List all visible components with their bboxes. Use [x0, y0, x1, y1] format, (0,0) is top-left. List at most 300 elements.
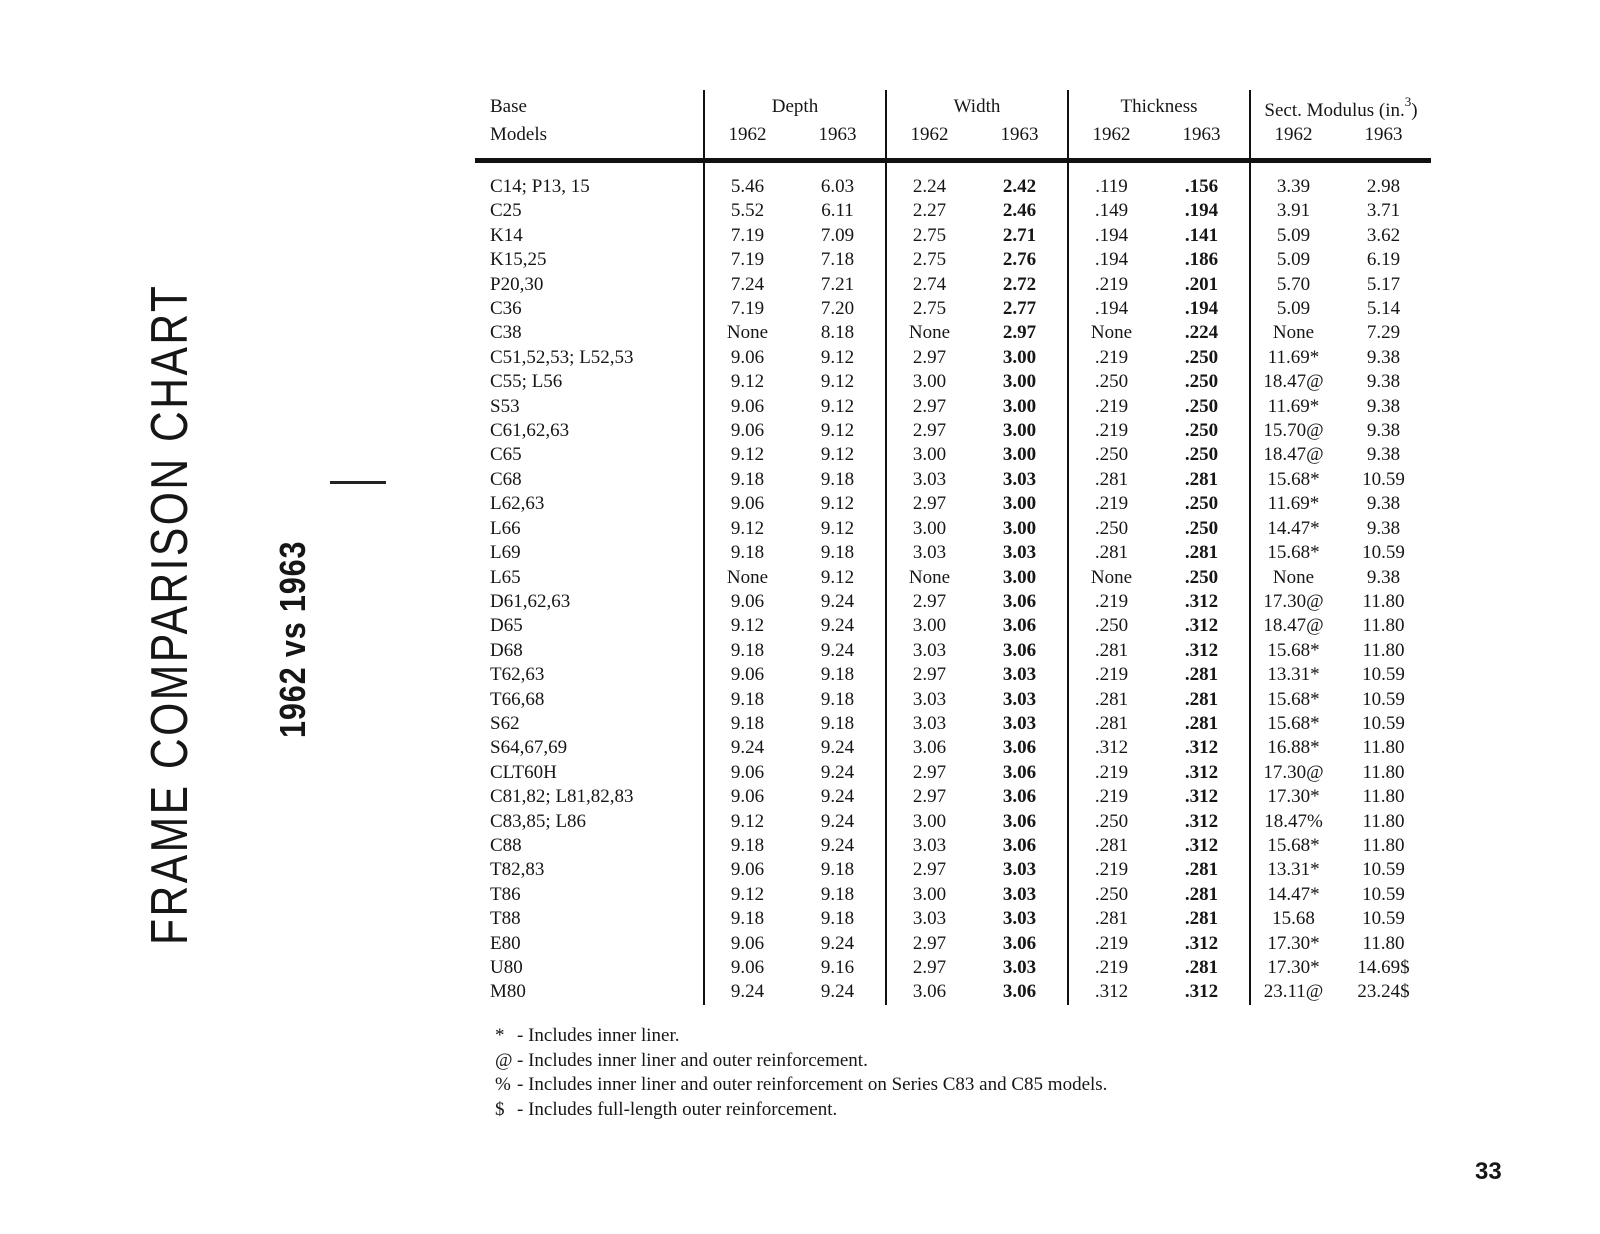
- cell-model: C25: [490, 200, 522, 222]
- footnote-symbol: %: [495, 1074, 511, 1095]
- cell-depth-1963: 9.24: [820, 737, 855, 759]
- cell-depth-1962: 9.24: [704, 736, 790, 760]
- cell-width-1962: 2.97: [886, 590, 972, 614]
- table-row: [475, 614, 1431, 638]
- cell-depth-1962: 7.19: [704, 248, 790, 272]
- cell-width-1962: 2.97: [886, 858, 972, 882]
- cell-depth-1962: 9.12: [704, 370, 790, 394]
- cell-thickness-1963: .194: [1184, 298, 1219, 320]
- cell-modulus-1963: 11.80: [1362, 590, 1405, 612]
- cell-thickness-1962: .194: [1068, 297, 1154, 321]
- cell-model: P20,30: [490, 273, 544, 295]
- table-row: [475, 810, 1431, 834]
- cell-modulus-1963: 11.80: [1362, 834, 1405, 856]
- footnote-symbol: $: [495, 1098, 505, 1120]
- cell-width-1963: 3.00: [1002, 444, 1037, 466]
- cell-model: C14; P13, 15: [490, 176, 590, 197]
- cell-modulus-1962: 15.68*: [1250, 688, 1336, 712]
- table-row: [475, 956, 1431, 980]
- cell-thickness-1963: .250: [1184, 420, 1219, 442]
- cell-modulus-1963: 5.14: [1366, 298, 1401, 320]
- cell-model: D61,62,63: [490, 590, 571, 612]
- cell-thickness-1962: .219: [1068, 761, 1154, 785]
- cell-depth-1962: 9.06: [704, 590, 790, 614]
- header-modulus-1963: 1963: [1364, 124, 1403, 145]
- cell-modulus-1962: 17.30*: [1250, 932, 1336, 956]
- table-row: [475, 736, 1431, 760]
- cell-thickness-1963: .312: [1184, 761, 1219, 783]
- cell-width-1962: 3.03: [886, 834, 972, 858]
- cell-model: C38: [490, 322, 522, 344]
- cell-modulus-1962: 15.68*: [1250, 712, 1336, 736]
- cell-modulus-1963: 10.59: [1362, 468, 1405, 490]
- cell-depth-1962: 9.06: [704, 932, 790, 956]
- cell-thickness-1963: .312: [1184, 737, 1219, 759]
- cell-width-1962: 2.97: [886, 956, 972, 980]
- cell-modulus-1962: 18.47@: [1250, 443, 1336, 467]
- table-row: [475, 980, 1431, 1004]
- cell-model: L65: [490, 566, 521, 588]
- cell-thickness-1962: .219: [1068, 932, 1154, 956]
- table-row: [475, 492, 1431, 516]
- cell-model: C61,62,63: [490, 420, 570, 442]
- cell-width-1962: 2.97: [886, 663, 972, 687]
- cell-width-1962: 3.00: [886, 443, 972, 467]
- cell-modulus-1963: 9.38: [1366, 493, 1401, 515]
- cell-width-1963: 3.00: [1002, 493, 1037, 515]
- cell-width-1963: 3.06: [1002, 810, 1037, 832]
- table-row: [475, 468, 1431, 492]
- cell-modulus-1963: 11.80: [1362, 810, 1405, 832]
- cell-depth-1963: 9.18: [820, 468, 855, 490]
- header-sect-modulus: [1250, 90, 1431, 123]
- cell-modulus-1963: 11.80: [1362, 932, 1405, 954]
- cell-thickness-1963: .281: [1184, 712, 1219, 734]
- cell-width-1962: 3.03: [886, 468, 972, 492]
- cell-depth-1962: 9.12: [704, 443, 790, 467]
- cell-thickness-1962: .250: [1068, 370, 1154, 394]
- cell-model: T82,83: [490, 859, 545, 881]
- table-row: [475, 566, 1431, 590]
- cell-modulus-1963: 11.80: [1362, 615, 1405, 637]
- cell-modulus-1962: 17.30@: [1250, 590, 1336, 614]
- cell-thickness-1962: .281: [1068, 468, 1154, 492]
- page-subtitle: 1962 vs 1963: [272, 540, 313, 738]
- cell-thickness-1963: .156: [1184, 176, 1219, 197]
- cell-modulus-1963: 14.69$: [1357, 957, 1410, 978]
- cell-depth-1963: 9.24: [820, 639, 855, 661]
- header-modulus-1962: 1962: [1250, 123, 1336, 158]
- cell-width-1962: 3.00: [886, 370, 972, 394]
- cell-width-1962: 3.00: [886, 614, 972, 638]
- cell-thickness-1962: .312: [1068, 980, 1154, 1004]
- cell-width-1963: 2.76: [1002, 249, 1037, 271]
- cell-model: C83,85; L86: [490, 810, 587, 832]
- header-base: Base: [490, 95, 527, 117]
- table-row: [475, 297, 1431, 321]
- cell-modulus-1962: 16.88*: [1250, 736, 1336, 760]
- cell-depth-1962: 9.12: [704, 810, 790, 834]
- cell-thickness-1963: .250: [1184, 371, 1219, 393]
- cell-thickness-1963: .281: [1184, 542, 1219, 564]
- cell-width-1963: 3.03: [1002, 664, 1037, 686]
- cell-depth-1963: 7.21: [820, 273, 855, 295]
- cell-modulus-1963: 9.38: [1366, 566, 1401, 588]
- cell-depth-1963: 7.18: [820, 249, 855, 271]
- table-row: [475, 639, 1431, 663]
- table-row: [475, 663, 1431, 687]
- cell-depth-1962: 9.18: [704, 541, 790, 565]
- cell-depth-1962: 9.06: [704, 492, 790, 516]
- cell-depth-1963: 9.24: [820, 786, 855, 808]
- cell-model: U80: [490, 957, 523, 978]
- cell-thickness-1962: .281: [1068, 541, 1154, 565]
- cell-thickness-1962: .281: [1068, 834, 1154, 858]
- cell-depth-1963: 9.24: [820, 932, 855, 954]
- header-thickness: Thickness: [1068, 90, 1250, 123]
- cell-width-1963: 3.03: [1002, 542, 1037, 564]
- cell-modulus-1963: 11.80: [1362, 639, 1405, 661]
- cell-width-1963: 3.06: [1002, 761, 1037, 783]
- cell-width-1963: 3.06: [1002, 639, 1037, 661]
- cell-modulus-1962: 14.47*: [1250, 517, 1336, 541]
- header-depth-1963: 1963: [818, 124, 857, 145]
- cell-depth-1962: 7.19: [704, 297, 790, 321]
- cell-depth-1962: 9.12: [704, 883, 790, 907]
- cell-thickness-1962: .250: [1068, 517, 1154, 541]
- cell-model: D68: [490, 639, 523, 661]
- cell-thickness-1963: .186: [1184, 249, 1219, 271]
- cell-thickness-1962: .312: [1068, 736, 1154, 760]
- cell-modulus-1963: 10.59: [1362, 664, 1405, 686]
- cell-modulus-1963: 5.17: [1366, 273, 1401, 295]
- page-title: FRAME COMPARISON CHART: [141, 283, 199, 945]
- cell-thickness-1962: .219: [1068, 785, 1154, 809]
- cell-depth-1962: 9.06: [704, 785, 790, 809]
- cell-modulus-1963: 6.19: [1366, 249, 1401, 271]
- cell-width-1963: 3.06: [1002, 786, 1037, 808]
- cell-width-1962: 3.03: [886, 712, 972, 736]
- cell-modulus-1962: 23.11@: [1250, 980, 1336, 1004]
- cell-depth-1963: 7.20: [820, 298, 855, 320]
- cell-thickness-1963: .141: [1184, 224, 1219, 246]
- cell-modulus-1962: 5.09: [1250, 297, 1336, 321]
- table-row: [475, 761, 1431, 785]
- cell-depth-1963: 9.18: [820, 883, 855, 905]
- table-row: [475, 907, 1431, 931]
- cell-modulus-1962: 15.68: [1250, 907, 1336, 931]
- frame-comparison-table-container: [475, 90, 1485, 1005]
- cell-thickness-1962: None: [1068, 566, 1154, 590]
- footnote-text: - Includes inner liner and outer reinforcement.: [517, 1049, 868, 1071]
- cell-depth-1962: 9.18: [704, 907, 790, 931]
- cell-width-1963: 2.71: [1002, 224, 1037, 246]
- cell-model: K15,25: [490, 249, 547, 271]
- cell-thickness-1963: .250: [1184, 395, 1219, 417]
- cell-thickness-1962: .219: [1068, 590, 1154, 614]
- cell-modulus-1963: 10.59: [1362, 712, 1405, 734]
- cell-width-1963: 3.06: [1002, 737, 1037, 759]
- sect-modulus-label: Sect. Modulus (in.: [1264, 100, 1405, 121]
- cell-modulus-1962: None: [1250, 321, 1336, 345]
- cell-width-1963: 2.46: [1002, 200, 1037, 222]
- table-row: [475, 395, 1431, 419]
- table-row: [475, 419, 1431, 443]
- cell-thickness-1962: .281: [1068, 688, 1154, 712]
- cell-thickness-1963: .250: [1184, 566, 1219, 588]
- cell-depth-1963: 9.24: [820, 810, 855, 832]
- cell-width-1962: 2.97: [886, 346, 972, 370]
- cell-thickness-1962: .194: [1068, 248, 1154, 272]
- cell-thickness-1963: .281: [1184, 883, 1219, 905]
- cell-thickness-1963: .250: [1184, 444, 1219, 466]
- cell-model: E80: [490, 932, 521, 954]
- cell-depth-1963: 9.12: [820, 346, 855, 368]
- cell-modulus-1962: 15.68*: [1250, 639, 1336, 663]
- cell-width-1963: 3.00: [1002, 566, 1037, 588]
- cell-modulus-1962: 13.31*: [1250, 663, 1336, 687]
- cell-width-1962: 3.03: [886, 907, 972, 931]
- cell-modulus-1962: 13.31*: [1250, 858, 1336, 882]
- cell-modulus-1962: 3.39: [1250, 163, 1336, 199]
- cell-width-1963: 3.06: [1002, 932, 1037, 954]
- cell-depth-1963: 9.24: [820, 761, 855, 783]
- cell-modulus-1963: 2.98: [1366, 176, 1401, 197]
- cell-thickness-1963: .281: [1184, 664, 1219, 686]
- table-row: [475, 163, 1431, 199]
- cell-width-1962: 2.97: [886, 395, 972, 419]
- cell-thickness-1962: .219: [1068, 395, 1154, 419]
- table-row: [475, 590, 1431, 614]
- cell-depth-1962: 9.12: [704, 517, 790, 541]
- cell-thickness-1962: .219: [1068, 956, 1154, 980]
- table-row: [475, 517, 1431, 541]
- cell-width-1963: 3.06: [1002, 981, 1037, 1003]
- cell-depth-1962: 9.06: [704, 419, 790, 443]
- cell-width-1963: 3.00: [1002, 395, 1037, 417]
- cell-depth-1962: None: [704, 566, 790, 590]
- cell-model: C51,52,53; L52,53: [490, 346, 634, 368]
- table-row: [475, 321, 1431, 345]
- cell-modulus-1962: 15.68*: [1250, 541, 1336, 565]
- table-row: [475, 273, 1431, 297]
- cell-depth-1963: 9.12: [820, 395, 855, 417]
- cell-modulus-1962: 15.68*: [1250, 468, 1336, 492]
- cell-model: C81,82; L81,82,83: [490, 786, 634, 808]
- table-body: [475, 163, 1431, 1005]
- cell-width-1963: 3.06: [1002, 834, 1037, 856]
- cell-modulus-1963: 3.62: [1366, 224, 1401, 246]
- cell-model: CLT60H: [490, 761, 557, 783]
- cell-width-1962: 3.00: [886, 517, 972, 541]
- cell-modulus-1963: 3.71: [1366, 200, 1401, 222]
- cell-thickness-1962: .250: [1068, 443, 1154, 467]
- cell-depth-1962: 9.18: [704, 468, 790, 492]
- cell-model: L66: [490, 517, 521, 539]
- cell-thickness-1963: .312: [1184, 590, 1219, 612]
- cell-thickness-1962: .250: [1068, 614, 1154, 638]
- cell-width-1963: 3.03: [1002, 957, 1037, 978]
- cell-depth-1962: 9.06: [704, 761, 790, 785]
- cell-width-1962: 3.06: [886, 980, 972, 1004]
- cell-width-1962: 3.00: [886, 883, 972, 907]
- cell-thickness-1963: .224: [1184, 322, 1219, 344]
- cell-thickness-1962: .250: [1068, 810, 1154, 834]
- page-number: 33: [1475, 1158, 1502, 1185]
- cell-depth-1963: 9.18: [820, 688, 855, 710]
- cell-width-1963: 3.00: [1002, 420, 1037, 442]
- cell-modulus-1962: 18.47%: [1250, 810, 1336, 834]
- cell-modulus-1963: 9.38: [1366, 395, 1401, 417]
- cell-width-1963: 3.00: [1002, 517, 1037, 539]
- cell-model: D65: [490, 615, 523, 637]
- cell-modulus-1963: 9.38: [1366, 371, 1401, 393]
- cell-thickness-1963: .281: [1184, 908, 1219, 930]
- cell-depth-1962: 9.18: [704, 712, 790, 736]
- cell-width-1962: 3.03: [886, 541, 972, 565]
- cell-width-1962: 2.97: [886, 761, 972, 785]
- cell-width-1962: None: [886, 566, 972, 590]
- cell-depth-1963: 9.16: [820, 957, 855, 978]
- cell-depth-1962: 9.06: [704, 395, 790, 419]
- cell-width-1963: 3.03: [1002, 468, 1037, 490]
- cell-thickness-1962: .219: [1068, 858, 1154, 882]
- cell-thickness-1962: .281: [1068, 712, 1154, 736]
- cell-thickness-1963: .312: [1184, 834, 1219, 856]
- cell-thickness-1962: None: [1068, 321, 1154, 345]
- cell-depth-1963: 9.12: [820, 517, 855, 539]
- cell-thickness-1963: .281: [1184, 859, 1219, 881]
- cell-model: T88: [490, 908, 521, 930]
- table-row: [475, 443, 1431, 467]
- cell-width-1963: 2.77: [1002, 298, 1037, 320]
- footnote: [495, 1049, 1107, 1074]
- cell-modulus-1963: 11.80: [1362, 737, 1405, 759]
- cell-thickness-1963: .281: [1184, 688, 1219, 710]
- cell-model: L69: [490, 542, 521, 564]
- cell-depth-1963: 9.24: [820, 834, 855, 856]
- footnotes: [495, 1024, 1107, 1122]
- cell-depth-1962: 9.24: [704, 980, 790, 1004]
- cell-thickness-1962: .219: [1068, 273, 1154, 297]
- cell-modulus-1963: 7.29: [1366, 322, 1401, 344]
- cell-width-1962: 2.97: [886, 492, 972, 516]
- divider-dash: [330, 481, 386, 484]
- cell-model: S64,67,69: [490, 737, 568, 759]
- cell-depth-1963: 9.18: [820, 859, 855, 881]
- cell-depth-1963: 8.18: [820, 322, 855, 344]
- cell-modulus-1963: 9.38: [1366, 517, 1401, 539]
- cell-model: S53: [490, 395, 520, 417]
- table-row: [475, 785, 1431, 809]
- cell-modulus-1963: 9.38: [1366, 444, 1401, 466]
- table-row: [475, 346, 1431, 370]
- cell-thickness-1963: .250: [1184, 493, 1219, 515]
- cell-modulus-1962: 5.09: [1250, 248, 1336, 272]
- cell-width-1963: 3.00: [1002, 371, 1037, 393]
- cell-thickness-1963: .312: [1184, 981, 1219, 1003]
- header-width-1963: 1963: [1000, 124, 1039, 145]
- cell-depth-1962: 9.06: [704, 663, 790, 687]
- cell-thickness-1962: .194: [1068, 224, 1154, 248]
- cell-modulus-1962: 14.47*: [1250, 883, 1336, 907]
- cell-thickness-1962: .219: [1068, 419, 1154, 443]
- cell-model: S62: [490, 712, 520, 734]
- cell-modulus-1962: 17.30*: [1250, 785, 1336, 809]
- cell-modulus-1963: 10.59: [1362, 908, 1405, 930]
- cell-thickness-1963: .281: [1184, 468, 1219, 490]
- cell-model: C55; L56: [490, 371, 563, 393]
- footnote: [495, 1024, 1107, 1049]
- cell-depth-1962: None: [704, 321, 790, 345]
- cell-depth-1962: 5.46: [704, 163, 790, 199]
- cell-depth-1963: 9.18: [820, 664, 855, 686]
- table-row: [475, 932, 1431, 956]
- cell-model: T86: [490, 883, 521, 905]
- footnote-text: - Includes inner liner.: [517, 1025, 680, 1046]
- cell-thickness-1962: .219: [1068, 346, 1154, 370]
- footnote-symbol: *: [495, 1025, 505, 1046]
- cell-width-1962: 2.97: [886, 932, 972, 956]
- cell-width-1962: 2.75: [886, 297, 972, 321]
- cell-model: T66,68: [490, 688, 545, 710]
- cell-width-1963: 3.03: [1002, 712, 1037, 734]
- cell-modulus-1963: 10.59: [1362, 542, 1405, 564]
- cell-width-1962: 2.74: [886, 273, 972, 297]
- cell-thickness-1963: .312: [1184, 810, 1219, 832]
- cell-depth-1963: 9.24: [820, 981, 855, 1003]
- cell-modulus-1962: 5.09: [1250, 224, 1336, 248]
- cell-depth-1962: 9.18: [704, 639, 790, 663]
- cell-modulus-1962: 18.47@: [1250, 614, 1336, 638]
- header-thickness-1962: 1962: [1068, 123, 1154, 158]
- cell-width-1963: 2.97: [1002, 322, 1037, 344]
- table-row: [475, 834, 1431, 858]
- table-row: [475, 199, 1431, 223]
- cell-width-1962: 2.97: [886, 419, 972, 443]
- sect-modulus-sup: 3: [1404, 94, 1412, 109]
- cell-modulus-1962: None: [1250, 566, 1336, 590]
- table-row: [475, 712, 1431, 736]
- cell-modulus-1963: 10.59: [1362, 688, 1405, 710]
- cell-width-1963: 3.03: [1002, 688, 1037, 710]
- header-depth: Depth: [704, 90, 886, 123]
- cell-modulus-1962: 5.70: [1250, 273, 1336, 297]
- cell-model: L62,63: [490, 493, 545, 515]
- cell-depth-1963: 9.18: [820, 542, 855, 564]
- cell-thickness-1962: .219: [1068, 492, 1154, 516]
- cell-thickness-1962: .281: [1068, 639, 1154, 663]
- cell-model: C68: [490, 468, 522, 490]
- cell-modulus-1963: 11.80: [1362, 761, 1405, 783]
- table-row: [475, 248, 1431, 272]
- footnote: [495, 1098, 1107, 1123]
- cell-thickness-1962: .219: [1068, 663, 1154, 687]
- cell-width-1962: 2.27: [886, 199, 972, 223]
- footnote-symbol: @: [495, 1049, 513, 1071]
- header-models: Models: [490, 124, 547, 145]
- cell-modulus-1962: 15.70@: [1250, 419, 1336, 443]
- cell-depth-1963: 9.24: [820, 615, 855, 637]
- cell-model: T62,63: [490, 664, 545, 686]
- cell-width-1963: 3.03: [1002, 883, 1037, 905]
- cell-modulus-1963: 10.59: [1362, 859, 1405, 881]
- cell-thickness-1963: .194: [1184, 200, 1219, 222]
- cell-model: M80: [490, 981, 526, 1003]
- footnote-text: - Includes inner liner and outer reinforcement on Series C83 and C85 models.: [517, 1074, 1108, 1095]
- cell-width-1962: 3.03: [886, 639, 972, 663]
- cell-depth-1963: 9.18: [820, 908, 855, 930]
